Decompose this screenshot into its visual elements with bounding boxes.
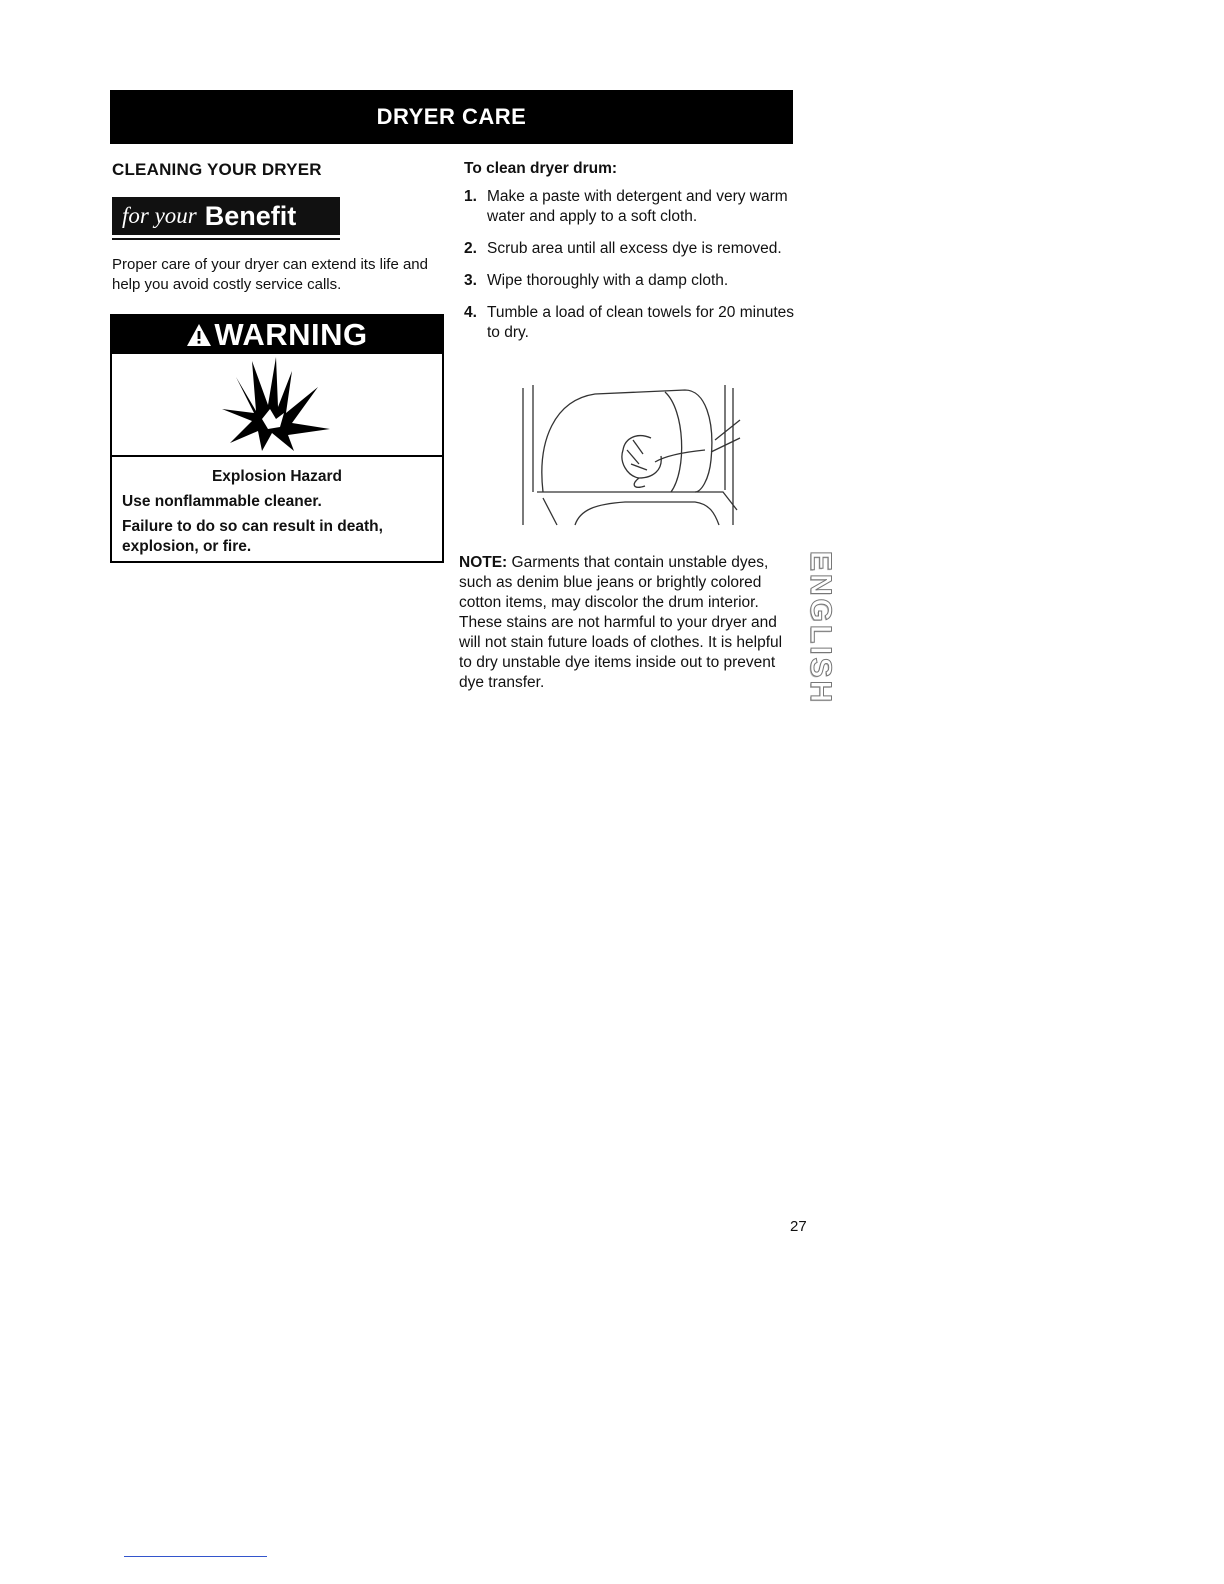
right-column <box>464 160 794 355</box>
footer-rule <box>124 1556 267 1557</box>
list-item <box>464 271 794 291</box>
step-number: 1. <box>464 188 477 205</box>
for-your-benefit-badge <box>112 197 340 235</box>
benefit-prefix: for your <box>122 203 197 228</box>
benefit-word: Benefit <box>204 200 297 231</box>
explosion-pictogram-area <box>112 354 442 457</box>
intro-paragraph: Proper care of your dryer can extend its life and help you avoid costly service calls. <box>112 256 428 293</box>
hazard-title: Explosion Hazard <box>211 468 343 485</box>
step-number: 4. <box>464 304 477 321</box>
page-number: 27 <box>790 1218 807 1235</box>
step-number: 3. <box>464 272 477 289</box>
note-text: Garments that contain unstable dyes, such as denim blue jeans or brightly colored cotton items, may discolor the drum interior. These stains are not harmful to your dryer and will not stain future loads of clothes. It is helpful to dry unstable dye items inside out to prevent dye transfer. <box>459 554 783 691</box>
warning-box <box>110 314 444 563</box>
warning-text-block <box>112 457 442 557</box>
warning-line: Failure to do so can result in death, explosion, or fire. <box>122 518 383 555</box>
section-header-bar <box>110 90 793 144</box>
warning-line: Use nonflammable cleaner. <box>122 493 322 510</box>
left-column <box>112 160 444 295</box>
step-text: Tumble a load of clean towels for 20 minutes to dry. <box>487 304 795 341</box>
note-label: NOTE: <box>459 554 508 571</box>
step-number: 2. <box>464 240 477 257</box>
warning-heading <box>112 316 442 354</box>
step-text: Wipe thoroughly with a damp cloth. <box>487 272 729 289</box>
drum-cleaning-subheading: To clean dryer drum: <box>464 160 618 177</box>
warning-triangle-icon <box>186 323 212 347</box>
dryer-drum-illustration <box>515 380 745 530</box>
warning-heading-text: WARNING <box>214 317 368 352</box>
cleaning-steps-list <box>464 187 794 343</box>
language-side-tab <box>803 550 838 706</box>
explosion-icon <box>222 357 332 453</box>
step-text: Make a paste with detergent and very warm water and apply to a soft cloth. <box>487 188 788 225</box>
note-paragraph <box>459 553 799 693</box>
section-title: CLEANING YOUR DRYER <box>112 160 322 179</box>
step-text: Scrub area until all excess dye is removed. <box>487 240 782 257</box>
list-item <box>464 303 794 343</box>
language-tab-label: ENGLISH <box>804 550 838 706</box>
list-item <box>464 239 794 259</box>
section-header-title: DRYER CARE <box>376 104 527 129</box>
list-item <box>464 187 794 227</box>
